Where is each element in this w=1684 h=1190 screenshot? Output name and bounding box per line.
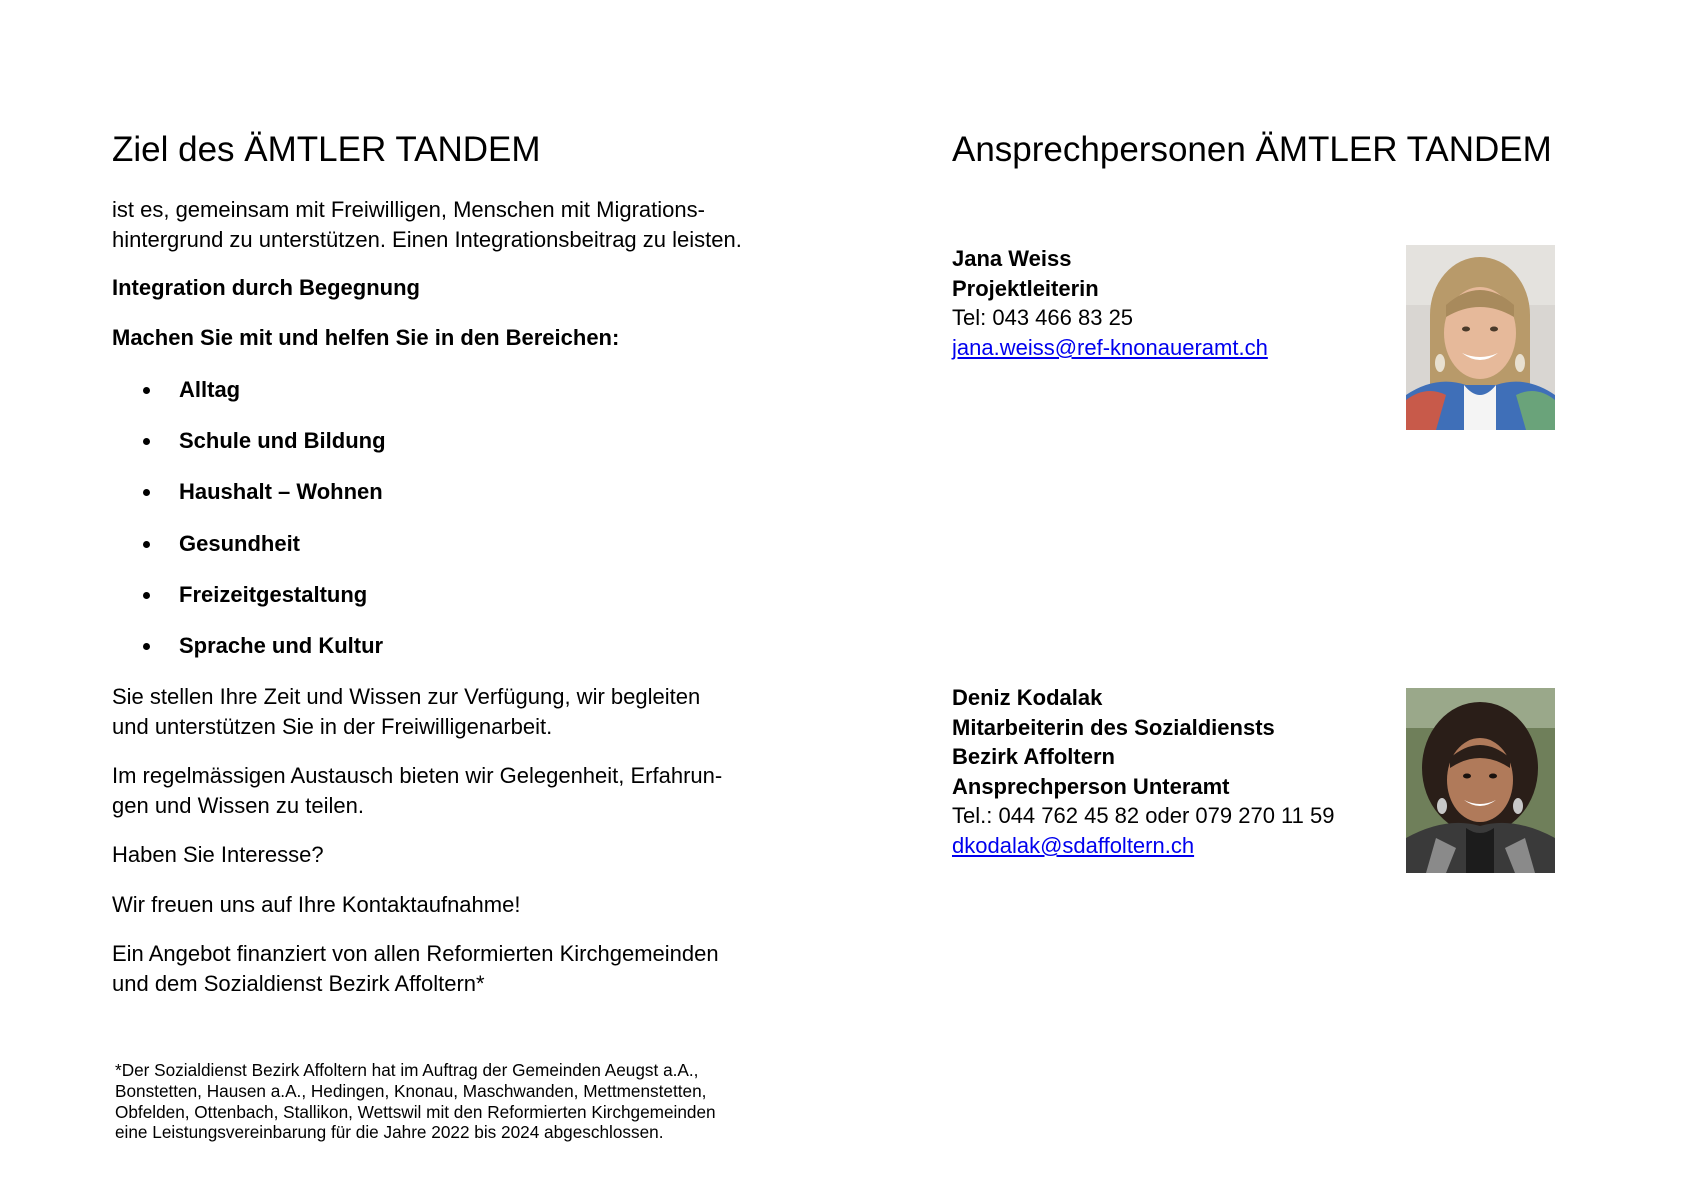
contact-role: Mitarbeiterin des Sozialdiensts [952,714,1275,740]
list-item [112,375,386,426]
paragraph-line: Sie stellen Ihre Zeit und Wissen zur Verfügung, wir begleiten [112,684,701,709]
contact-phone: Tel: 043 466 83 25 [952,305,1134,331]
paragraph-line: gen und Wissen zu teilen. [112,792,364,818]
bullet-icon [143,387,150,394]
paragraph-volunteer [112,682,792,741]
footnote-line: Bonstetten, Hausen a.A., Hedingen, Knonau, Maschwanden, Mettmenstetten, [115,1080,707,1101]
intro-line-2: hintergrund zu unterstützen. Einen Integrationsbeitrag zu leisten. [112,226,742,252]
bullet-icon [143,438,150,445]
contact-name: Jana Weiss [952,246,1072,271]
footnote-line: Obfelden, Ottenbach, Stallikon, Wettswil mit den Reformierten Kirchgemeinden [115,1101,716,1122]
paragraph-line: und unterstützen Sie in der Freiwilligenarbeit. [112,713,553,739]
closing-text: Wir freuen uns auf Ihre Kontaktaufnahme! [112,892,521,917]
paragraph-line: und dem Sozialdienst Bezirk Affoltern* [112,970,485,996]
area-label: Haushalt – Wohnen [179,479,383,505]
paragraph-line: Im regelmässigen Austausch bieten wir Gelegenheit, Erfahrun- [112,763,723,788]
call-to-action: Machen Sie mit und helfen Sie in den Bereichen: [112,325,620,350]
portrait-image [1406,688,1555,873]
area-label: Freizeitgestaltung [179,581,368,607]
footnote-line: eine Leistungsvereinbarung für die Jahre 2022 bis 2024 abgeschlossen. [115,1122,664,1143]
list-item [112,580,386,631]
intro-line-1: ist es, gemeinsam mit Freiwilligen, Menschen mit Migrations- [112,197,705,222]
motto: Integration durch Begegnung [112,275,420,300]
bullet-icon [143,592,150,599]
paragraph-line: Ein Angebot finanziert von allen Reformierten Kirchgemeinden [112,941,719,966]
avatar-jana-weiss [1406,245,1555,430]
right-heading: Ansprechpersonen ÄMTLER TANDEM [952,130,1552,169]
portrait-image [1406,245,1555,430]
footnote [115,1060,795,1143]
bullet-icon [143,643,150,650]
contact-name: Deniz Kodalak [952,685,1103,710]
contact-role: Ansprechperson Unteramt [952,773,1230,799]
contact-email-link[interactable]: jana.weiss@ref-knonaueramt.ch [952,334,1268,360]
left-heading: Ziel des ÄMTLER TANDEM [112,130,541,169]
bullet-icon [143,489,150,496]
list-item [112,631,386,682]
area-label: Gesundheit [179,530,301,556]
area-label: Alltag [179,377,241,402]
funding-text [112,939,792,998]
list-item [112,477,386,528]
bullet-icon [143,541,150,548]
areas-list [112,375,386,682]
contact-role: Bezirk Affoltern [952,744,1115,770]
contact-role: Projektleiterin [952,275,1099,301]
contact-card-deniz-kodalak [952,683,1372,861]
footnote-line: *Der Sozialdienst Bezirk Affoltern hat im Auftrag der Gemeinden Aeugst a.A., [115,1060,699,1080]
contact-card-jana-weiss [952,244,1372,362]
area-label: Schule und Bildung [179,428,386,454]
list-item [112,426,386,477]
paragraph-exchange [112,761,792,820]
area-label: Sprache und Kultur [179,632,384,658]
avatar-deniz-kodalak [1406,688,1555,873]
intro-text [112,195,792,254]
question-text: Haben Sie Interesse? [112,842,324,867]
list-item [112,529,386,580]
contact-phone: Tel.: 044 762 45 82 oder 079 270 11 59 [952,803,1335,829]
contact-email-link[interactable]: dkodalak@sdaffoltern.ch [952,832,1195,858]
